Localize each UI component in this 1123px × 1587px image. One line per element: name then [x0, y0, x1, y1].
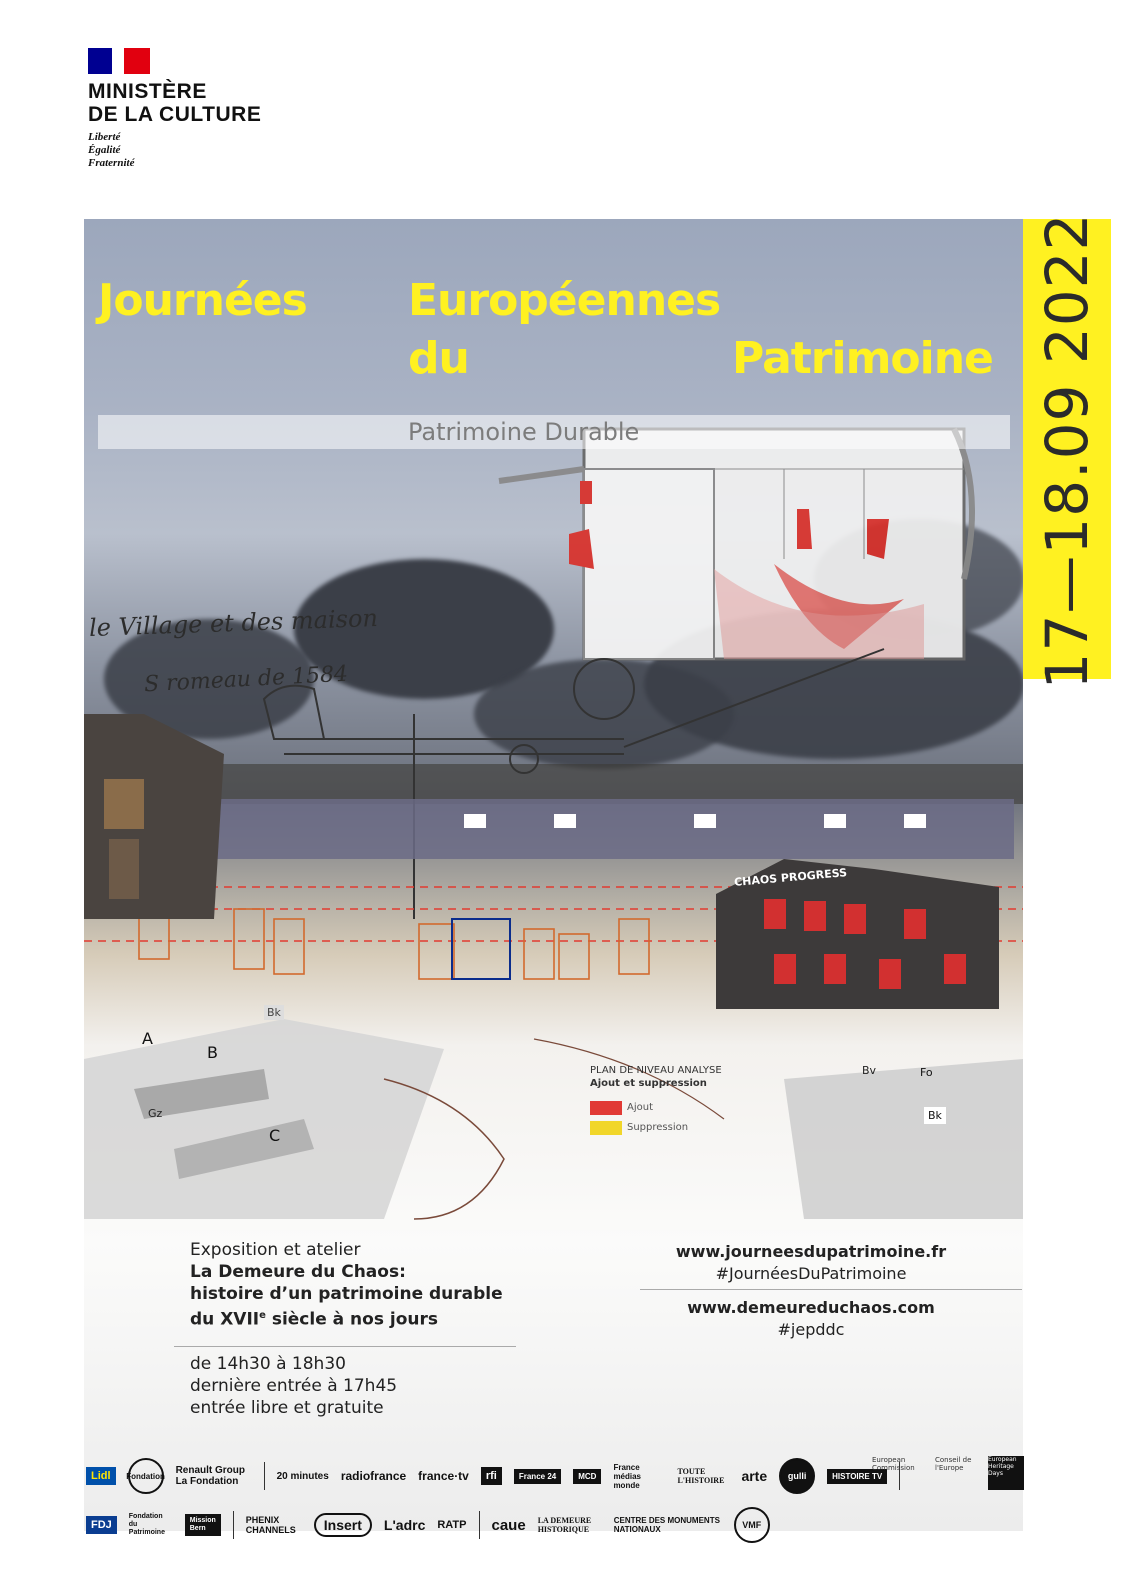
- title-word-europeennes: Européennes: [408, 275, 721, 326]
- subtitle: Patrimoine Durable: [408, 418, 640, 446]
- link-journees[interactable]: www.journeesdupatrimoine.fr: [675, 1242, 947, 1261]
- partner-logo: Fondation du Patrimoine: [128, 1513, 165, 1536]
- partner-logo: Mission Bern: [185, 1514, 221, 1536]
- elevation-sketch: [139, 899, 649, 979]
- partner-logo: France médias monde: [613, 1462, 642, 1490]
- french-flag-icon: [88, 48, 150, 74]
- partner-logo: france·tv: [418, 1469, 469, 1483]
- partner-logo: RATP: [437, 1519, 467, 1531]
- event-title-century: du XVII: [190, 1309, 260, 1330]
- aerial-marker-b: B: [207, 1043, 218, 1062]
- event-last-entry: dernière entrée à 17h45: [190, 1376, 398, 1396]
- aerial-marker-gz: Gz: [148, 1107, 163, 1120]
- event-hours: de 14h30 à 18h30: [190, 1354, 346, 1374]
- legend-add-swatch: [590, 1101, 622, 1115]
- ministry-name-line2: DE LA CULTURE: [88, 103, 262, 126]
- partner-european-heritage-days: European Heritage Days: [988, 1456, 1024, 1490]
- plan-label-remove: Suppression: [627, 1122, 689, 1133]
- motto-fraternite: Fraternité: [88, 157, 135, 169]
- motto-liberte: Liberté: [88, 131, 121, 143]
- divider: [174, 1346, 516, 1347]
- partner-logo: caue: [491, 1516, 526, 1534]
- event-type: Exposition et atelier: [190, 1240, 361, 1260]
- separator: [264, 1462, 265, 1490]
- partner-logo: FDJ: [86, 1516, 117, 1534]
- title-word-du: du: [408, 333, 469, 384]
- partner-logo: L'adrc: [383, 1517, 426, 1533]
- event-title-sup: e: [259, 1310, 266, 1321]
- partner-logo: Fondation: [128, 1458, 164, 1494]
- plan-title: PLAN DE NIVEAU ANALYSE: [590, 1065, 722, 1076]
- partner-logo: LA DEMEURE HISTORIQUE: [537, 1516, 592, 1534]
- links-block-1: [631, 1241, 991, 1285]
- partner-logo: VMF: [734, 1507, 770, 1543]
- partners-row-2: [86, 1507, 1036, 1543]
- partner-logo: Renault Group La Fondation: [175, 1465, 246, 1487]
- partner-logo: arte: [741, 1468, 768, 1484]
- plan-label-add: Ajout: [627, 1102, 653, 1113]
- ministry-name: [88, 80, 261, 126]
- title-word-patrimoine: Patrimoine: [732, 333, 993, 384]
- aerial-marker-bk: Bk: [264, 1005, 284, 1020]
- hashtag-journees: #JournéesDuPatrimoine: [715, 1264, 907, 1283]
- partner-logo: TOUTE L'HISTOIRE: [677, 1467, 725, 1485]
- legend-remove-swatch: [590, 1121, 622, 1135]
- partner-eu-commission: European Commission: [872, 1456, 915, 1472]
- aerial-marker-a: A: [142, 1029, 153, 1048]
- aerial-marker-bv: Bv: [862, 1064, 877, 1077]
- partner-logo: 20 minutes: [276, 1470, 329, 1482]
- motto: [88, 131, 261, 170]
- ministry-name-line1: MINISTÈRE: [88, 80, 207, 103]
- separator: [479, 1511, 480, 1539]
- partner-logo: radiofrance: [340, 1469, 407, 1483]
- building-tag: CHAOS PROGRESS: [733, 866, 848, 889]
- partner-logo: gulli: [779, 1458, 815, 1494]
- ministry-logo: [88, 48, 261, 170]
- partner-council-europe: Conseil de l'Europe: [935, 1456, 972, 1472]
- separator: [233, 1511, 234, 1539]
- aerial-marker-c: C: [269, 1126, 281, 1145]
- links-block-2: [631, 1297, 991, 1341]
- event-price: entrée libre et gratuite: [190, 1398, 384, 1418]
- title-word-journees: Journées: [98, 275, 307, 326]
- hashtag-demeure: #jepddc: [777, 1320, 845, 1339]
- aerial-view: [84, 1019, 1023, 1219]
- partner-logo: France 24: [514, 1469, 561, 1484]
- floor-plan: [499, 429, 972, 659]
- event-title-line3: [190, 1305, 503, 1331]
- roof: [204, 799, 1014, 859]
- divider: [640, 1289, 1022, 1290]
- link-demeure[interactable]: www.demeureduchaos.com: [687, 1298, 935, 1317]
- aerial-marker-bk2: Bk: [924, 1107, 946, 1124]
- event-schedule: [190, 1353, 397, 1419]
- aerial-marker-fo: Fo: [920, 1066, 933, 1079]
- manuscript-line-2: S romeau de 1584: [143, 661, 349, 698]
- event-date: 17—18.09 2022: [1033, 212, 1101, 690]
- partner-logo: rfi: [481, 1467, 502, 1485]
- event-title-line1: La Demeure du Chaos:: [190, 1262, 406, 1282]
- event-title-rest: siècle à nos jours: [265, 1309, 438, 1330]
- motto-egalite: Égalité: [88, 144, 121, 156]
- partner-logo: HISTOIRE TV: [827, 1469, 887, 1484]
- left-facade: [84, 714, 224, 919]
- plan-subtitle: Ajout et suppression: [590, 1078, 707, 1089]
- partner-logo: Insert: [314, 1513, 372, 1537]
- partner-logo: Lidl: [86, 1467, 116, 1485]
- event-title-line2: histoire d’un patrimoine durable: [190, 1284, 503, 1304]
- partner-logo: PHENIX CHANNELS: [245, 1515, 296, 1535]
- partner-logo: CENTRE DES MONUMENTS NATIONAUX: [613, 1516, 720, 1534]
- event-info: [190, 1239, 503, 1331]
- manuscript-line-1: le Village et des maison: [88, 603, 379, 643]
- partner-logo: MCD: [573, 1469, 601, 1484]
